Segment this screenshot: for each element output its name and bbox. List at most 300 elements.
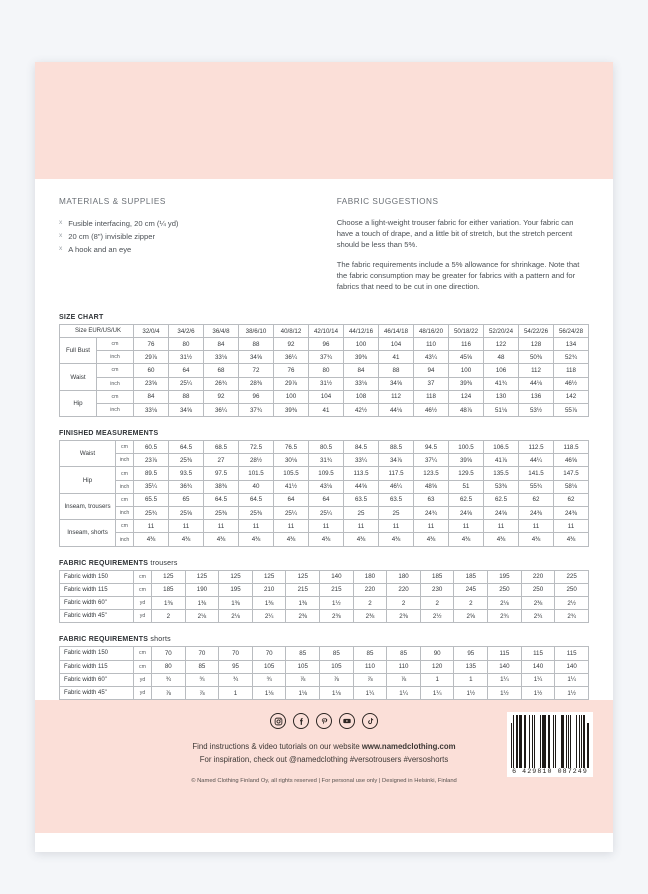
data-cell: 95 (219, 660, 253, 673)
data-cell: 106.5 (484, 441, 519, 454)
unit-label: inch (97, 403, 134, 416)
data-cell: 135.5 (484, 467, 519, 480)
data-cell: 1¼ (521, 673, 555, 686)
data-cell: 34⅞ (379, 454, 414, 467)
data-cell: ⅞ (185, 686, 219, 699)
unit-label: cm (116, 467, 134, 480)
data-cell: 37¾ (239, 403, 274, 416)
data-cell: 1½ (320, 596, 354, 609)
data-cell: 36¼ (204, 403, 239, 416)
data-cell: 48/16/20 (414, 325, 449, 338)
data-cell: 26¾ (204, 377, 239, 390)
table-header-row (60, 325, 589, 338)
data-cell: 27 (204, 454, 239, 467)
data-cell: 2 (420, 596, 454, 609)
data-cell: 94 (414, 364, 449, 377)
data-cell: 34/2/6 (169, 325, 204, 338)
data-cell: 130 (484, 390, 519, 403)
data-cell: 72 (239, 364, 274, 377)
data-cell: 11 (554, 520, 589, 533)
data-cell: 38/6/10 (239, 325, 274, 338)
data-cell: 185 (420, 570, 454, 583)
data-cell: 64.5 (169, 441, 204, 454)
data-cell: 2⅜ (387, 610, 421, 623)
data-cell: 63 (414, 493, 449, 506)
data-cell: 72.5 (239, 441, 274, 454)
data-cell: 105 (252, 660, 286, 673)
data-cell: 4⅜ (169, 533, 204, 546)
data-cell: 88 (239, 337, 274, 350)
data-cell: 44⅛ (519, 377, 554, 390)
data-cell: 25 (379, 507, 414, 520)
instagram-icon[interactable] (270, 713, 286, 729)
data-cell: 25⅝ (169, 507, 204, 520)
data-cell: 225 (555, 570, 589, 583)
data-cell: 84 (344, 364, 379, 377)
unit-label: cm (134, 647, 152, 660)
data-cell: 230 (420, 583, 454, 596)
data-cell: 11 (449, 520, 484, 533)
data-cell: 4⅜ (414, 533, 449, 546)
data-cell: 31¾ (309, 454, 344, 467)
data-cell: 1½ (488, 686, 522, 699)
data-cell: 11 (134, 520, 169, 533)
data-cell: 104 (379, 337, 414, 350)
data-cell: 44¼ (519, 454, 554, 467)
unit-label: yd (134, 596, 152, 609)
data-cell: 11 (204, 520, 239, 533)
row-label: Hip (60, 390, 97, 416)
unit-label: yd (134, 686, 152, 699)
data-cell: ⅞ (320, 673, 354, 686)
data-cell: 46½ (554, 377, 589, 390)
data-cell: 46/14/18 (379, 325, 414, 338)
top-pink-band (35, 62, 613, 179)
table-row (60, 454, 589, 467)
data-cell: 24⅝ (484, 507, 519, 520)
unit-label: cm (116, 441, 134, 454)
data-cell: 41⅞ (484, 454, 519, 467)
data-cell: 25¼ (274, 507, 309, 520)
data-cell: 42½ (344, 403, 379, 416)
data-cell: 4⅜ (379, 533, 414, 546)
data-cell: 48 (484, 351, 519, 364)
fabric-requirements-shorts-table (59, 646, 589, 700)
data-cell: 92 (204, 390, 239, 403)
data-cell: 112 (519, 364, 554, 377)
data-cell: 1⅜ (185, 596, 219, 609)
data-cell: 2⅛ (488, 596, 522, 609)
data-cell: 60 (134, 364, 169, 377)
data-cell: 115 (488, 647, 522, 660)
data-cell: 118 (414, 390, 449, 403)
data-cell: 215 (320, 583, 354, 596)
data-cell: 195 (219, 583, 253, 596)
data-cell: 147.5 (554, 467, 589, 480)
data-cell: 44/12/16 (344, 325, 379, 338)
table-row (60, 533, 589, 546)
data-cell: 185 (152, 583, 186, 596)
data-cell: 42/10/14 (309, 325, 344, 338)
data-cell: 105 (286, 660, 320, 673)
data-cell: 11 (239, 520, 274, 533)
table-row (60, 351, 589, 364)
data-cell: 135 (454, 660, 488, 673)
list-item (59, 217, 325, 230)
data-cell: 1 (420, 673, 454, 686)
data-cell: 25⅜ (204, 507, 239, 520)
data-cell: 33¼ (344, 454, 379, 467)
data-cell: 1⅜ (219, 596, 253, 609)
data-cell: 215 (286, 583, 320, 596)
data-cell: 93.5 (169, 467, 204, 480)
data-cell: 55¾ (519, 480, 554, 493)
data-cell: 4⅜ (484, 533, 519, 546)
data-cell: 32/0/4 (134, 325, 169, 338)
data-cell: 4⅜ (554, 533, 589, 546)
row-label: Fabric width 115 (60, 660, 134, 673)
data-cell: 33⅛ (204, 351, 239, 364)
data-cell: 46⅝ (554, 454, 589, 467)
data-cell: 76 (134, 337, 169, 350)
data-cell: 60.5 (134, 441, 169, 454)
data-cell: 118 (554, 364, 589, 377)
table-row (60, 337, 589, 350)
row-label: Inseam, shorts (60, 520, 116, 546)
data-cell: 56/24/28 (554, 325, 589, 338)
materials-section (59, 197, 337, 301)
row-label: Fabric width 150 (60, 570, 134, 583)
data-cell: 34⅝ (239, 351, 274, 364)
data-cell: 84 (204, 337, 239, 350)
data-cell: 1¼ (488, 673, 522, 686)
website-link[interactable]: www.namedclothing.com (361, 742, 456, 752)
data-cell: 4⅜ (309, 533, 344, 546)
row-label: Size EUR/US/UK (60, 325, 134, 338)
data-cell: 104 (309, 390, 344, 403)
data-cell: 4⅜ (449, 533, 484, 546)
data-cell: 25⅜ (239, 507, 274, 520)
data-cell: 134 (554, 337, 589, 350)
footer-line-social: For inspiration, check out @namedclothing #versotrousers #versoshorts (199, 754, 449, 764)
data-cell: 80 (152, 660, 186, 673)
data-cell: 1½ (521, 686, 555, 699)
data-cell: 64.5 (239, 493, 274, 506)
table-row (60, 686, 589, 699)
data-cell: 140 (521, 660, 555, 673)
data-cell: 62 (554, 493, 589, 506)
data-cell: 1¼ (420, 686, 454, 699)
bullet-x-icon: x (59, 219, 63, 226)
data-cell: 48⅝ (414, 480, 449, 493)
data-cell: 125 (185, 570, 219, 583)
table-row (60, 390, 589, 403)
data-cell: 41 (379, 351, 414, 364)
data-cell: ¾ (252, 673, 286, 686)
unit-label: cm (134, 570, 152, 583)
data-cell: 1 (454, 673, 488, 686)
pinterest-icon[interactable] (316, 713, 332, 729)
data-cell: ⅞ (286, 673, 320, 686)
data-cell: 39⅜ (274, 403, 309, 416)
data-cell: 11 (379, 520, 414, 533)
data-cell: 88 (169, 390, 204, 403)
data-cell: 112 (379, 390, 414, 403)
data-cell: 54/22/26 (519, 325, 554, 338)
data-cell: 62.5 (484, 493, 519, 506)
data-cell: 123.5 (414, 467, 449, 480)
data-cell: 105.5 (274, 467, 309, 480)
data-cell: 2½ (420, 610, 454, 623)
data-cell: 25 (344, 507, 379, 520)
data-cell: 4⅜ (239, 533, 274, 546)
data-cell: 89.5 (134, 467, 169, 480)
data-cell: 70 (185, 647, 219, 660)
row-label: Fabric width 60" (60, 596, 134, 609)
data-cell: 64 (309, 493, 344, 506)
data-cell: 34⅝ (169, 403, 204, 416)
unit-label: cm (116, 493, 134, 506)
data-cell: 2¾ (555, 610, 589, 623)
data-cell: 30⅛ (274, 454, 309, 467)
data-cell: 4⅜ (519, 533, 554, 546)
data-cell: 117.5 (379, 467, 414, 480)
row-label: Fabric width 45" (60, 610, 134, 623)
data-cell: 70 (219, 647, 253, 660)
fabric-requirements-trousers-table (59, 570, 589, 624)
table-row (60, 377, 589, 390)
data-cell: 1¼ (353, 686, 387, 699)
data-cell: 125 (252, 570, 286, 583)
data-cell: 31½ (309, 377, 344, 390)
data-cell: 220 (353, 583, 387, 596)
data-cell: 63.5 (344, 493, 379, 506)
data-cell: 2½ (555, 596, 589, 609)
youtube-icon[interactable] (339, 713, 355, 729)
fabric-req-trousers-label: FABRIC REQUIREMENTS trousers (59, 559, 178, 567)
data-cell: 76 (274, 364, 309, 377)
data-cell: 51 (449, 480, 484, 493)
data-cell: 29⅞ (134, 351, 169, 364)
data-cell: 28½ (239, 454, 274, 467)
data-cell: 2⅛ (219, 610, 253, 623)
data-cell: 100 (449, 364, 484, 377)
materials-heading: MATERIALS & SUPPLIES (59, 197, 166, 206)
data-cell: 250 (555, 583, 589, 596)
data-cell: 100 (274, 390, 309, 403)
data-cell: ⅞ (152, 686, 186, 699)
data-cell: 88.5 (379, 441, 414, 454)
data-cell: 180 (353, 570, 387, 583)
data-cell: 29⅞ (274, 377, 309, 390)
table-row (60, 507, 589, 520)
data-cell: 24⅜ (519, 507, 554, 520)
data-cell: 136 (519, 390, 554, 403)
data-cell: 35¼ (134, 480, 169, 493)
unit-label: inch (116, 507, 134, 520)
data-cell: 1½ (555, 686, 589, 699)
barcode-number: 6 429810 087249 (507, 768, 593, 777)
data-cell: 34⅝ (379, 377, 414, 390)
list-item (59, 243, 325, 256)
data-cell: 36/4/8 (204, 325, 239, 338)
data-cell: 85 (387, 647, 421, 660)
data-cell: 70 (152, 647, 186, 660)
data-cell: 141.5 (519, 467, 554, 480)
data-cell: 39⅜ (344, 351, 379, 364)
data-cell: 44⅛ (379, 403, 414, 416)
data-cell: 53⅜ (484, 480, 519, 493)
barcode (507, 712, 593, 777)
data-cell: 53½ (519, 403, 554, 416)
unit-label: cm (116, 520, 134, 533)
data-cell: 1⅛ (286, 686, 320, 699)
data-cell: 112.5 (519, 441, 554, 454)
data-cell: ⅞ (387, 673, 421, 686)
data-cell: 52¾ (554, 351, 589, 364)
data-cell: 52/20/24 (484, 325, 519, 338)
unit-label: inch (116, 533, 134, 546)
data-cell: ¾ (219, 673, 253, 686)
data-cell: 85 (185, 660, 219, 673)
data-cell: 80 (169, 337, 204, 350)
row-label: Hip (60, 467, 116, 493)
facebook-icon[interactable] (293, 713, 309, 729)
data-cell: 64.5 (204, 493, 239, 506)
data-cell: 2¼ (252, 610, 286, 623)
data-cell: 11 (344, 520, 379, 533)
data-cell: 55⅞ (554, 403, 589, 416)
data-cell: 245 (454, 583, 488, 596)
row-label: Fabric width 150 (60, 647, 134, 660)
data-cell: 1 (219, 686, 253, 699)
data-cell: 88 (379, 364, 414, 377)
data-cell: 11 (274, 520, 309, 533)
size-chart-table (59, 324, 589, 417)
table-row (60, 570, 589, 583)
data-cell: 140 (488, 660, 522, 673)
data-cell: 25¾ (134, 507, 169, 520)
data-cell: 43¼ (414, 351, 449, 364)
data-cell: 90 (420, 647, 454, 660)
data-cell: 41 (309, 403, 344, 416)
data-cell: 210 (252, 583, 286, 596)
row-label: Full Bust (60, 337, 97, 363)
data-cell: 11 (519, 520, 554, 533)
data-cell: 46¼ (379, 480, 414, 493)
data-cell: 40 (239, 480, 274, 493)
data-cell: 2⅝ (454, 610, 488, 623)
materials-list (59, 217, 325, 256)
data-cell: 122 (484, 337, 519, 350)
data-cell: 125 (286, 570, 320, 583)
fabric-suggestions-section (337, 197, 589, 301)
table-row (60, 441, 589, 454)
data-cell: 220 (387, 583, 421, 596)
data-cell: 110 (387, 660, 421, 673)
data-cell: 36¼ (274, 351, 309, 364)
table-row (60, 467, 589, 480)
table-row (60, 583, 589, 596)
data-cell: 110 (353, 660, 387, 673)
unit-label: yd (134, 673, 152, 686)
data-cell: 113.5 (344, 467, 379, 480)
data-cell: 48⅞ (449, 403, 484, 416)
data-cell: 24¾ (414, 507, 449, 520)
data-cell: 1⅛ (320, 686, 354, 699)
data-cell: 185 (454, 570, 488, 583)
data-cell: 1½ (454, 686, 488, 699)
data-cell: 1⅜ (252, 596, 286, 609)
data-cell: 76.5 (274, 441, 309, 454)
data-cell: 190 (185, 583, 219, 596)
data-cell: 2⅜ (320, 610, 354, 623)
data-cell: 110 (414, 337, 449, 350)
data-cell: 58⅛ (554, 480, 589, 493)
data-cell: 2⅜ (521, 596, 555, 609)
data-cell: ¾ (185, 673, 219, 686)
data-cell: 1¼ (387, 686, 421, 699)
data-cell: 50⅜ (519, 351, 554, 364)
data-cell: 44⅝ (344, 480, 379, 493)
data-cell: 220 (521, 570, 555, 583)
data-cell: 37¾ (309, 351, 344, 364)
data-cell: 64 (274, 493, 309, 506)
data-cell: 101.5 (239, 467, 274, 480)
table-row (60, 520, 589, 533)
fabric-suggestions-paragraph-1: Choose a light-weight trouser fabric for either variation. Your fabric can have a touch of drape, and a little bit of stretch, but the stretch percent should be less than 5%. (336, 218, 574, 250)
data-cell: 250 (488, 583, 522, 596)
data-cell: 118.5 (554, 441, 589, 454)
data-cell: 11 (169, 520, 204, 533)
data-cell: 80.5 (309, 441, 344, 454)
data-cell: 68.5 (204, 441, 239, 454)
data-cell: 23⅝ (134, 377, 169, 390)
data-cell: 2¾ (488, 610, 522, 623)
data-cell: 115 (555, 647, 589, 660)
barcode-bars (507, 712, 593, 768)
data-cell: 64 (169, 364, 204, 377)
data-cell: 39⅝ (449, 454, 484, 467)
data-cell: 80 (309, 364, 344, 377)
data-cell: 95 (454, 647, 488, 660)
data-cell: 128 (519, 337, 554, 350)
data-cell: 4⅜ (274, 533, 309, 546)
data-cell: 4⅜ (134, 533, 169, 546)
row-label: Waist (60, 364, 97, 390)
data-cell: 125 (219, 570, 253, 583)
fabric-req-shorts-label: FABRIC REQUIREMENTS shorts (59, 636, 171, 644)
table-row (60, 647, 589, 660)
data-cell: 1⅛ (252, 686, 286, 699)
data-cell: 33⅛ (344, 377, 379, 390)
finished-measurements-table (59, 440, 589, 547)
data-cell: 51⅛ (484, 403, 519, 416)
data-cell: 28⅜ (239, 377, 274, 390)
data-cell: 2 (387, 596, 421, 609)
data-cell: 1⅜ (152, 596, 186, 609)
data-cell: 2 (454, 596, 488, 609)
bullet-x-icon: x (59, 232, 63, 240)
tiktok-icon[interactable] (362, 713, 378, 729)
bullet-x-icon: x (59, 245, 63, 253)
data-cell: 115 (521, 647, 555, 660)
data-cell: 41¾ (484, 377, 519, 390)
data-cell: 84.5 (344, 441, 379, 454)
data-cell: 68 (204, 364, 239, 377)
main-content (35, 179, 613, 700)
data-cell: 24⅝ (449, 507, 484, 520)
